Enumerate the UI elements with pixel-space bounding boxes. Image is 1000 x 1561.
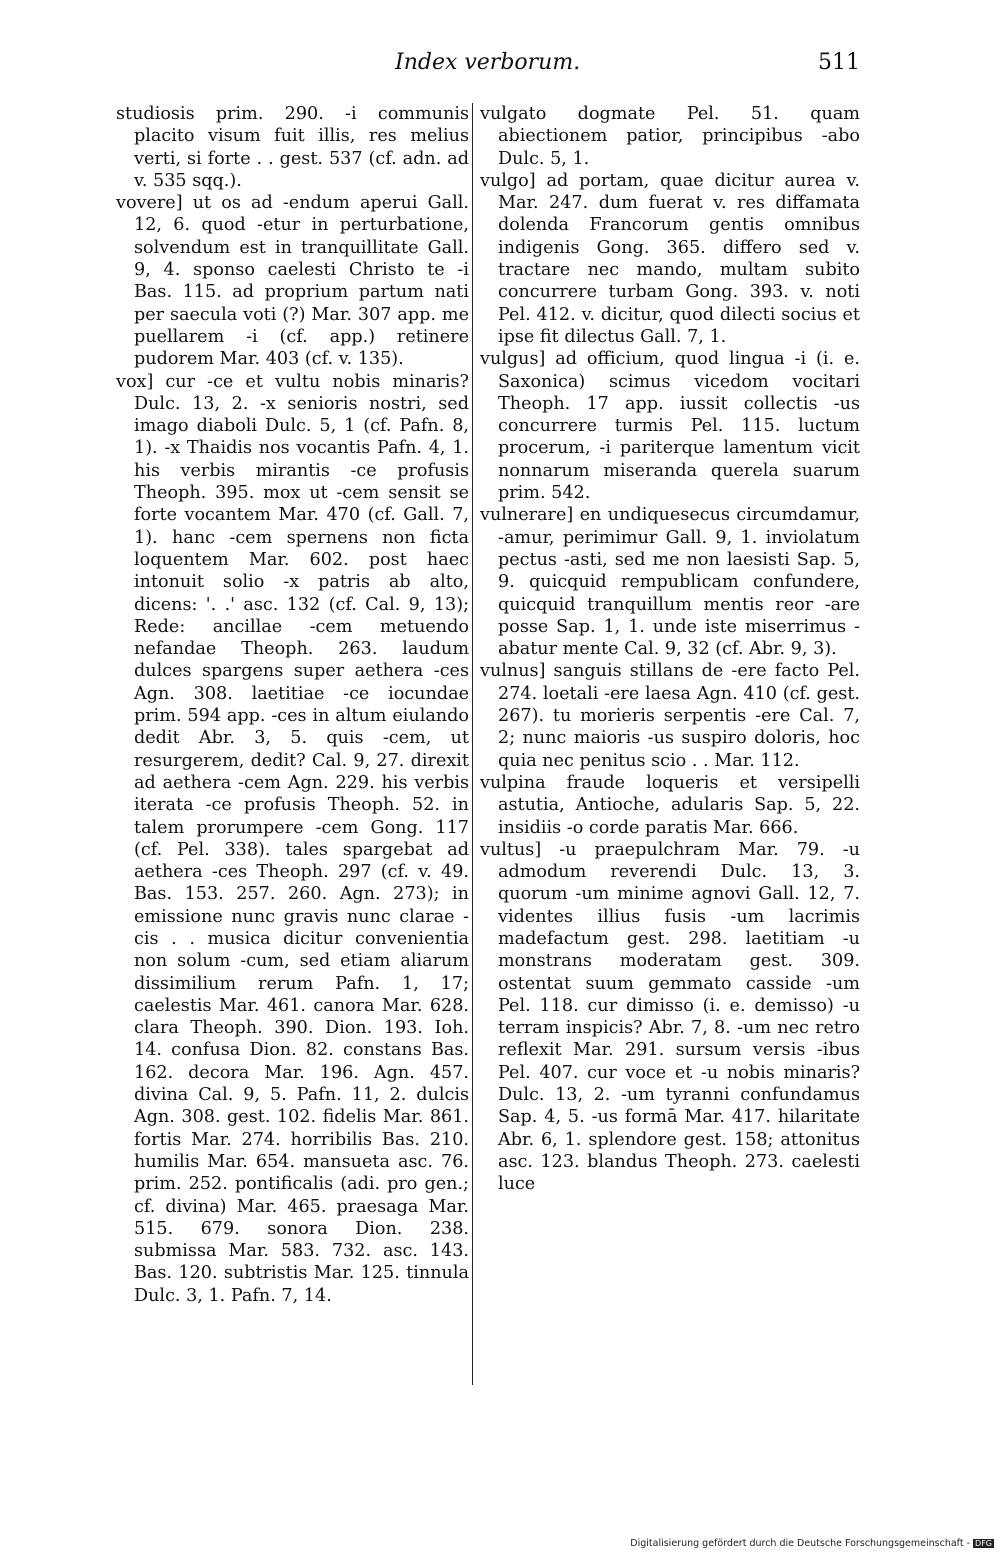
left-column: [116, 103, 469, 1383]
page-number: 511: [818, 50, 860, 75]
running-title: Index verborum.: [395, 50, 581, 75]
index-entry: vulnerare] en undiquesecus circumdamur, -amur, perimimur Gall. 9, 1. inviolatum pectus -asti, sed me non laesisti Sap. 5, 9. quicquid rempublicam confundere, quicquid tranquillum mentis reor -are posse Sap. 1, 1. unde iste miserrimus -abatur mente Cal. 9, 32 (cf. Abr. 9, 3).: [480, 505, 860, 660]
column-divider: [472, 103, 473, 1385]
index-entry: vox] cur -ce et vultu nobis minaris? Dulc. 13, 2. -x senioris nostri, sed imago diaboli Dulc. 5, 1 (cf. Pafn. 8, 1). -x Thaidis nos vocantis Pafn. 4, 1. his verbis mirantis -ce profusis Theoph. 395. mox ut -cem sensit se forte vocantem Mar. 470 (cf. Gall. 7, 1). hanc -cem spernens non ficta loquentem Mar. 602. post haec intonuit solio -x patris ab alto, dicens: '. .' asc. 132 (cf. Cal. 9, 13); Rede: ancillae -cem metuendo nefandae Theoph. 263. laudum dulces spargens super aethera -ces Agn. 308. laetitiae -ce iocundae prim. 594 app. -ces in altum eiulando dedit Abr. 3, 5. quis -cem, ut resurgerem, dedit? Cal. 9, 27. direxit ad aethera -cem Agn. 229. his verbis iterata -ce profusis Theoph. 52. in talem prorumpere -cem Gong. 117 (cf. Pel. 338). tales spargebat ad aethera -ces Theoph. 297 (cf. v. 49. Bas. 153. 257. 260. Agn. 273); in emissione nunc gravis nunc clarae -cis . . musica dicitur convenientia non solum -cum, sed etiam aliarum dissimilium rerum Pafn. 1, 17; caelestis Mar. 461. canora Mar. 628. clara Theoph. 390. Dion. 193. Ioh. 14. confusa Dion. 82. constans Bas. 162. decora Mar. 196. Agn. 457. divina Cal. 9, 5. Pafn. 11, 2. dulcis Agn. 308. gest. 102. fidelis Mar. 861. fortis Mar. 274. horribilis Bas. 210. humilis Mar. 654. mansueta asc. 76. prim. 252. pontificalis (adi. pro gen.; cf. divina) Mar. 465. praesaga Mar. 515. 679. sonora Dion. 238. submissa Mar. 583. 732. asc. 143. Bas. 120. subtristis Mar. 125. tinnula Dulc. 3, 1. Pafn. 7, 14.: [116, 371, 469, 1306]
index-entry: studiosis prim. 290. -i communis placito visum fuit illis, res melius verti, si forte . . gest. 537 (cf. adn. ad v. 535 sqq.).: [116, 104, 469, 191]
index-entry: vulgato dogmate Pel. 51. quam abiectionem patior, principibus -abo Dulc. 5, 1.: [480, 104, 860, 169]
index-entry: vovere] ut os ad -endum aperui Gall. 12, 6. quod -etur in perturbatione, solvendum est in tranquillitate Gall. 9, 4. sponso caelesti Christo te -i Bas. 115. ad proprium partum nati per saecula voti (?) Mar. 307 app. me puellarem -i (cf. app.) retinere pudorem Mar. 403 (cf. v. 135).: [116, 193, 469, 370]
index-entry: vultus] -u praepulchram Mar. 79. -u admodum reverendi Dulc. 13, 3. quorum -um minime agnovi Gall. 12, 7. videntes illius fusis -um lacrimis madefactum gest. 298. laetitiam -u monstrans moderatam gest. 309. ostentat suum gemmato casside -um Pel. 118. cur dimisso (i. e. demisso) -u terram inspicis? Abr. 7, 8. -um nec retro reflexit Mar. 291. sursum versis -ibus Pel. 407. cur voce et -u nobis minaris? Dulc. 13, 2. -um tyranni confundamus Sap. 4, 5. -us formā Mar. 417. hilaritate Abr. 6, 1. splendore gest. 158; attonitus asc. 123. blandus Theoph. 273. caelesti luce: [480, 839, 860, 1195]
page-header: [100, 50, 860, 80]
credit-text: Digitalisierung gefördert durch die Deutsche Forschungsgemeinschaft -: [630, 1538, 971, 1549]
digitization-credit: [630, 1538, 994, 1549]
index-entry: vulgus] ad officium, quod lingua -i (i. e. Saxonica) scimus vicedom vocitari Theoph. 17 app. iussit collectis -us concurrere turmis Pel. 115. luctum procerum, -i pariterque lamentum vicit nonnarum miseranda querela suarum prim. 542.: [480, 349, 860, 504]
index-entry: vulgo] ad portam, quae dicitur aurea v. Mar. 247. dum fuerat v. res diffamata dolenda Francorum gentis omnibus indigenis Gong. 365. differo sed v. tractare nec mando, multam subito concurrere turbam Gong. 393. v. noti Pel. 412. v. dicitur, quod dilecti socius et ipse fit dilectus Gall. 7, 1.: [480, 170, 860, 347]
index-entry: vulpina fraude loqueris et versipelli astutia, Antioche, adularis Sap. 5, 22. insidiis -o corde paratis Mar. 666.: [480, 772, 860, 838]
right-column: [480, 103, 860, 1383]
dfg-logo: DFG: [975, 1539, 992, 1548]
index-entry: vulnus] sanguis stillans de -ere facto Pel. 274. loetali -ere laesa Agn. 410 (cf. gest. 267). tu morieris serpentis -ere Cal. 7, 2; nunc maioris -us suspiro doloris, hoc quia nec penitus scio . . Mar. 112.: [480, 661, 860, 771]
